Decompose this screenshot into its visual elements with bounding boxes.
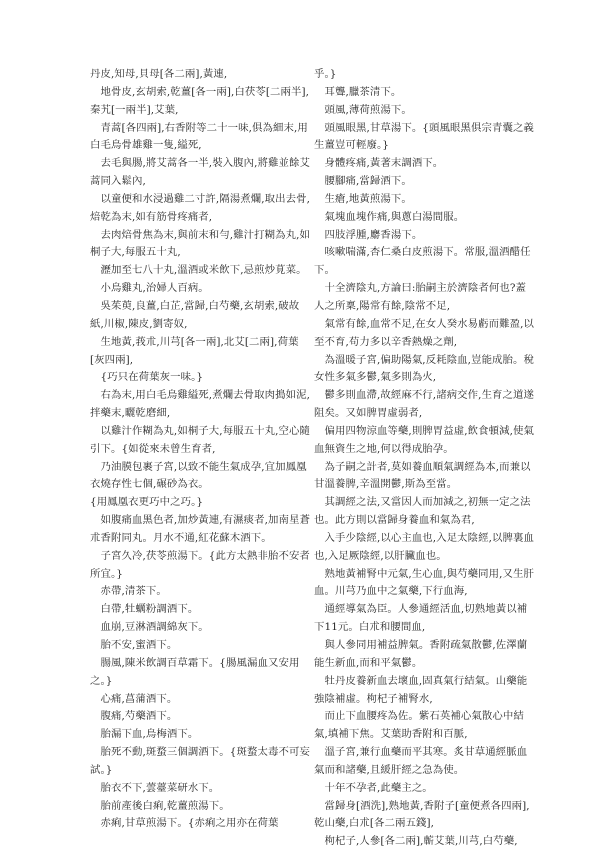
- text-line: 四肢浮腫,麝香湯下。: [314, 228, 423, 241]
- text-line: 赤帶,清茶下。: [90, 585, 167, 598]
- text-line: 熟地黃補腎中元氣,生心血,與芍藥同用,又生肝血。川芎乃血中之氣藥,下行血海,: [314, 567, 535, 598]
- text-line: 小烏雞丸,治婦人百病。: [90, 282, 209, 295]
- text-line: 身體疼痛,黃著末調酒下。: [314, 157, 444, 170]
- text-line: 溫子宮,兼行血藥而平其寒。炙甘草通經脈血氣而和諸藥,且緩肝經之急為使。: [314, 746, 528, 776]
- text-line: 胎死不動,斑蝥三個調酒下。{斑蝥太毒不可妄試。}: [90, 746, 310, 776]
- text-line: 耳聾,臘茶清下。: [314, 85, 402, 98]
- text-line: 血崩,豆淋酒調綿灰下。: [90, 621, 209, 634]
- text-line: 胎前產後白痢,乾薑煎湯下。: [90, 799, 230, 812]
- text-line: 腹痛,芍藥酒下。: [90, 710, 178, 723]
- text-line: 而止下血腰疼為佐。紫石英補心氣散心中結氣,填補下焦。艾葉助香附和百脈,: [314, 710, 524, 741]
- text-line: 吳茱萸,良薑,白芷,當歸,白芍藥,玄胡索,破故紙,川椒,陳皮,劉寄奴,: [90, 299, 300, 330]
- text-line: 腸風,陳米飲調百草霜下。{腸風漏血又安用之。}: [90, 656, 300, 687]
- text-line: 右為末,用白毛烏雞縊死,煮爛去骨取肉搗如泥,拌藥末,曬乾磨細,: [90, 389, 311, 420]
- text-line: 為子嗣之計者,莫如養血順氣調經為本,而兼以甘溫養脾,辛溫開鬱,斯為至當。: [314, 460, 531, 491]
- text-line: {巧只在荷葉灰一味。}: [90, 371, 204, 384]
- text-line: 青蒿[各四兩],右香附等二十一味,俱為細末,用白毛烏骨雄雞一隻,縊死,: [90, 121, 308, 152]
- text-line: 腰腳痛,當歸酒下。: [314, 175, 412, 188]
- text-line: 其調經之法,又當因人而加減之,初無一定之法也。此方則以當歸身養血和氣為君,: [314, 496, 531, 527]
- text-line: 子宮久冷,茯苓煎湯下。{此方太熱非胎不安者所宜。}: [90, 549, 310, 580]
- text-line: 偏用四物涼血等藥,則脾胃益虛,飲食頓減,使氣血無資生之地,何以得成胎孕。: [314, 424, 535, 455]
- text-line: 瀝加至七八十丸,溫酒或米飲下,忌煎炒莧菜。: [90, 264, 307, 277]
- text-line: 胎不安,蜜酒下。: [90, 639, 178, 651]
- text-line: 乎。}: [314, 68, 337, 80]
- text-line: 頭風,薄荷煎湯下。: [314, 103, 412, 116]
- text-line: 胎漏下血,烏梅酒下。: [90, 728, 199, 741]
- text-column-right: [314, 66, 536, 851]
- text-line: 氣常有餘,血常不足,在女人癸水易虧而難盈,以至不育,苟力多以辛香熱燥之劑,: [314, 317, 535, 348]
- text-line: 入手少陰經,以心主血也,入足太陰經,以脾裏血也,入足厥陰經,以肝臟血也。: [314, 531, 535, 562]
- text-line: 以童便和水浸過雞二寸許,隔湯煮爛,取出去骨,焙乾為末,如有筋骨疼痛者,: [90, 192, 311, 223]
- text-line: 心痛,菖蒲酒下。: [90, 692, 178, 705]
- text-line: 十全濟陰丸,方論曰:胎嗣主於濟陰者何也?蓋人之所稟,陽常有餘,陰常不足,: [314, 282, 526, 312]
- text-line: {用鳳凰衣更巧中之巧。}: [90, 496, 204, 509]
- text-line: 以雞汁作糊為丸,如桐子大,每服五十丸,空心隨引下。{如從來未曾生育者,: [90, 424, 311, 455]
- text-line: 頭風眼黑,甘草湯下。{頭風眼黑俱宗青囊之義生薑豈可輕廢。}: [314, 121, 534, 152]
- text-line: 胎衣不下,蕓薹菜研水下。: [90, 781, 220, 794]
- text-line: 去毛與腸,將艾蒿各一半,裝入腹內,將雞並餘艾蒿同入鬆內,: [90, 157, 311, 188]
- text-line: 當歸身[酒洗],熟地黃,香附子[童便煮各四兩],乾山藥,白朮[各二兩五錢],: [314, 799, 530, 830]
- text-line: 牡丹皮養新血去壞血,固真氣行結氣。山藥能強陰補虛。枸杞子補腎水,: [314, 674, 528, 705]
- text-line: 與人參同用補益脾氣。香附疏氣散鬱,佐澤蘭能生新血,而和平氣鬱。: [314, 639, 528, 669]
- text-line: 地骨皮,玄胡索,乾薑[各一兩],白茯苓[二兩半],秦艽[一兩半],艾葉,: [90, 85, 310, 116]
- text-column-left: [90, 66, 312, 833]
- text-line: 鬱多則血滯,故經麻不行,諸病交作,生育之道遂阻矣。又如脾胃虛弱者,: [314, 389, 535, 420]
- text-line: 丹皮,知母,貝母[各二兩],黃連,: [90, 68, 228, 80]
- text-line: 氣塊血塊作痛,與蔥白湯間服。: [314, 210, 465, 223]
- text-line: 枸杞子,人參[各二兩],蘄艾葉,川芎,白芍藥,: [314, 835, 518, 848]
- text-line: 咳嗽喘滿,杏仁桑白皮煎湯下。常服,溫酒醋任下。: [314, 246, 531, 277]
- text-line: 赤痢,甘草煎湯下。{赤痢之用亦在荷葉: [90, 817, 279, 830]
- text-line: 去肉焙骨焦為末,與前末和勻,雞汁打糊為丸,如桐子大,每服五十丸,: [90, 228, 311, 259]
- text-line: 通經導氣為臣。人參通經活血,切熟地黃以補下11元。白朮和腰間血,: [314, 603, 528, 634]
- text-line: 如腹痛血黑色者,加炒黃連,有濕痰者,加南星蒼朮香附同丸。月水不通,紅花蘇木酒下。: [90, 514, 311, 544]
- text-line: 白帶,牡蠣粉調酒下。: [90, 603, 199, 616]
- text-line: 生瘡,地黃煎湯下。: [314, 192, 412, 205]
- text-line: 十年不孕者,此藥主之。: [314, 781, 433, 794]
- text-line: 為溫暖子宮,偏助陽氣,反耗陰血,豈能成胎。稅女性多氣多鬱,氣多則為火,: [314, 353, 535, 384]
- text-line: 生地黃,莪朮,川芎[各一兩],北艾[二兩],荷葉[灰四兩],: [90, 335, 299, 366]
- text-line: 乃油膜包裹子宮,以致不能生氣成孕,宜加鳳凰衣燒存性七個,碾砂為衣。: [90, 460, 307, 491]
